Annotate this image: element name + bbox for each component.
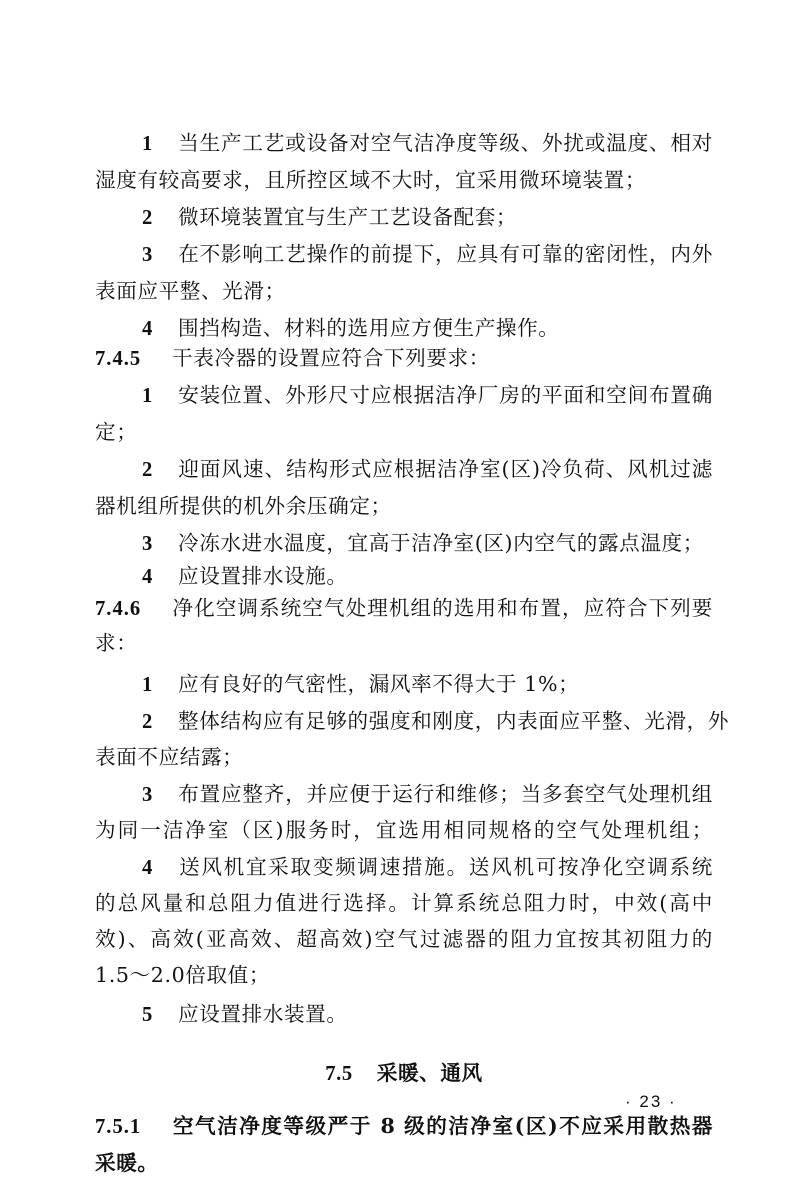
item-7-4-6-1 bbox=[95, 669, 713, 699]
clause-number: 7.5.1 bbox=[95, 1116, 142, 1138]
item-text: 整体结构应有足够的强度和刚度，内表面应平整、光滑，外 bbox=[178, 709, 730, 733]
item-text: 应设置排水设施。 bbox=[178, 564, 348, 588]
item-number: 3 bbox=[142, 244, 153, 266]
item-number: 3 bbox=[142, 533, 153, 555]
item-text: 应有良好的气密性，漏风率不得大于 1%； bbox=[178, 672, 580, 696]
item-7-4-6-3-line-2: 为同一洁净室（区)服务时，宜选用相同规格的空气处理机组； bbox=[95, 818, 713, 842]
item-number: 1 bbox=[142, 133, 153, 155]
item-7-4-6-3-line-1 bbox=[95, 779, 713, 809]
section-number: 7.5 bbox=[325, 1063, 353, 1085]
item-number: 2 bbox=[142, 711, 153, 733]
item-7-4-5-3 bbox=[95, 528, 713, 558]
item-7-4-4-2 bbox=[95, 202, 713, 232]
item-7-4-6-4-line-2: 的总风量和总阻力值进行选择。计算系统总阻力时，中效(高中 bbox=[95, 891, 713, 915]
item-7-4-6-2-line-1 bbox=[95, 706, 730, 736]
clause-7-4-5-title bbox=[95, 343, 713, 373]
item-number: 2 bbox=[142, 207, 153, 229]
page-number: · 23 · bbox=[625, 1092, 677, 1111]
item-number: 2 bbox=[142, 459, 153, 481]
section-title: 采暖、通风 bbox=[376, 1061, 483, 1085]
section-7-5-heading bbox=[95, 1058, 713, 1088]
item-text: 安装位置、外形尺寸应根据洁净厂房的平面和空间布置确 bbox=[178, 383, 713, 407]
item-text: 迎面风速、结构形式应根据洁净室(区)冷负荷、风机过滤 bbox=[178, 457, 713, 481]
item-number: 1 bbox=[142, 385, 153, 407]
item-7-4-5-4 bbox=[95, 561, 713, 591]
item-7-4-6-4-line-4: 1.5～2.0倍取值； bbox=[95, 963, 271, 987]
item-text: 冷冻水进水温度，宜高于洁净室(区)内空气的露点温度； bbox=[178, 531, 704, 555]
item-7-4-4-1-line-1 bbox=[95, 128, 713, 158]
item-7-4-4-3-line-2: 表面应平整、光滑； bbox=[95, 279, 286, 303]
item-7-4-4-3-line-1 bbox=[95, 239, 713, 269]
item-number: 1 bbox=[142, 674, 153, 696]
item-number: 4 bbox=[142, 318, 153, 340]
clause-7-5-1-line-2: 采暖。 bbox=[95, 1151, 159, 1175]
item-7-4-6-2-line-2: 表面不应结露； bbox=[95, 745, 244, 769]
item-7-4-4-4 bbox=[95, 313, 713, 343]
clause-number: 7.4.5 bbox=[95, 348, 142, 370]
item-text: 当生产工艺或设备对空气洁净度等级、外扰或温度、相对 bbox=[178, 131, 713, 155]
item-text: 微环境装置宜与生产工艺设备配套； bbox=[178, 205, 518, 229]
clause-title: 净化空调系统空气处理机组的选用和布置，应符合下列要 bbox=[172, 596, 713, 620]
item-number: 3 bbox=[142, 784, 153, 806]
clause-7-5-1-line-1 bbox=[95, 1111, 713, 1141]
item-7-4-5-2-line-2: 器机组所提供的机外余压确定； bbox=[95, 494, 392, 518]
item-text: 布置应整齐，并应便于运行和维修；当多套空气处理机组 bbox=[178, 782, 713, 806]
item-7-4-5-2-line-1 bbox=[95, 454, 713, 484]
item-7-4-6-4-line-3: 效)、高效(亚高效、超高效)空气过滤器的阻力宜按其初阻力的 bbox=[95, 927, 713, 951]
clause-number: 7.4.6 bbox=[95, 598, 142, 620]
item-7-4-5-1-line-1 bbox=[95, 380, 713, 410]
item-number: 4 bbox=[142, 857, 153, 879]
item-7-4-6-4-line-1 bbox=[95, 852, 713, 882]
item-text: 送风机宜采取变频调速措施。送风机可按净化空调系统 bbox=[178, 855, 713, 879]
item-number: 5 bbox=[142, 1004, 153, 1026]
clause-text: 空气洁净度等级严于 8 级的洁净室(区)不应采用散热器 bbox=[172, 1114, 713, 1138]
item-7-4-4-1-line-2: 湿度有较高要求，且所控区域不大时，宜采用微环境装置； bbox=[95, 168, 647, 192]
item-number: 4 bbox=[142, 566, 153, 588]
item-7-4-6-5 bbox=[95, 999, 713, 1029]
item-7-4-5-1-line-2: 定； bbox=[95, 420, 138, 444]
clause-7-4-6-title-line-1 bbox=[95, 593, 713, 623]
clause-title: 干表冷器的设置应符合下列要求： bbox=[172, 346, 490, 370]
item-text: 在不影响工艺操作的前提下，应具有可靠的密闭性，内外 bbox=[178, 242, 713, 266]
item-text: 应设置排水装置。 bbox=[178, 1002, 348, 1026]
clause-7-4-6-title-line-2: 求： bbox=[95, 631, 138, 655]
item-text: 围挡构造、材料的选用应方便生产操作。 bbox=[178, 316, 560, 340]
